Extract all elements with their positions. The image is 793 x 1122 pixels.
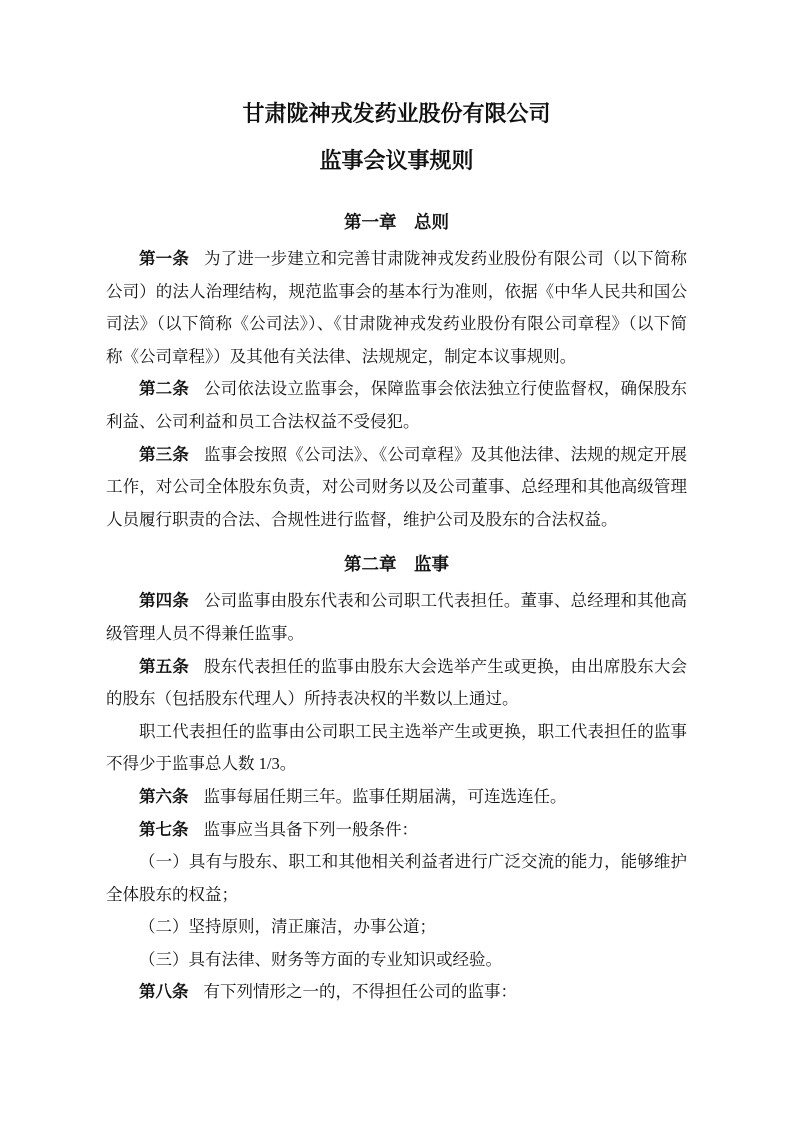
article-number-6: 第六条: [139, 786, 189, 806]
list-item-3: （三）具有法律、财务等方面的专业知识或经验。: [139, 949, 502, 969]
article-paragraph-2: [106, 373, 687, 438]
article-text-4: 公司监事由股东代表和公司职工代表担任。董事、总经理和其他高级管理人员不得兼任监事。: [106, 591, 688, 643]
article-text-5: 股东代表担任的监事由股东大会选举产生或更换，由出席股东大会的股东（包括股东代理人）所持表决权的半数以上通过。: [106, 656, 688, 709]
article-number-4: 第四条: [139, 591, 189, 611]
article-paragraph-1: [106, 243, 687, 373]
article-number-8: 第八条: [139, 982, 189, 1002]
chapter-heading-2: 第二章 监事: [344, 554, 449, 575]
article-number-5: 第五条: [139, 656, 189, 676]
article-paragraph-5: [106, 651, 687, 716]
document-title-line-1: 甘肃陇神戎发药业股份有限公司: [242, 101, 551, 126]
document-title-line-2: 监事会议事规则: [319, 148, 474, 173]
article-text-7: 监事应当具备下列一般条件：: [203, 819, 418, 839]
article-number-7: 第七条: [139, 819, 189, 839]
article-text-2: 公司依法设立监事会，保障监事会依法独立行使监督权，确保股东利益、公司利益和员工合法权益不受侵犯。: [106, 379, 688, 431]
article-number-3: 第三条: [139, 444, 189, 464]
list-item-1: （一）具有与股东、职工和其他相关利益者进行广泛交流的能力，能够维护全体股东的权益；: [106, 852, 687, 904]
article-paragraph-8: [106, 976, 687, 1009]
article-number-2: 第二条: [139, 379, 189, 399]
article-paragraph-6: [106, 781, 687, 814]
document-title: [106, 90, 687, 184]
article-text-6: 监事每届任期三年。监事任期届满，可连选连任。: [203, 786, 567, 806]
chapter-heading-1: 第一章 总则: [344, 212, 449, 232]
article-paragraph-7: [106, 814, 687, 847]
list-item-2: （二）坚持原则，清正廉洁，办事公道；: [139, 917, 436, 937]
article-paragraph-4: [106, 585, 687, 650]
article-number-1: 第一条: [139, 249, 189, 268]
article-text-1: 为了进一步建立和完善甘肃陇神戎发药业股份有限公司（以下简称公司）的法人治理结构，规范监事会的基本行为准则，依据《中华人民共和国公司法》（以下简称《公司法》）、《甘肃陇神戎发药业股份有限公司章程》（以下简称《公司章程》）及其他有关法律、法规规定，制定本议事规则。: [106, 249, 688, 366]
body-paragraph-staff-representatives: 职工代表担任的监事由公司职工民主选举产生或更换，职工代表担任的监事不得少于监事总人数 1/3。: [106, 721, 687, 774]
article-text-8: 有下列情形之一的，不得担任公司的监事：: [203, 982, 517, 1002]
article-text-3: 监事会按照《公司法》、《公司章程》及其他法律、法规的规定开展工作，对公司全体股东负责，对公司财务以及公司董事、总经理和其他高级管理人员履行职责的合法、合规性进行监督，维护公司及股东的合法权益。: [106, 444, 687, 529]
article-paragraph-3: [106, 439, 687, 537]
